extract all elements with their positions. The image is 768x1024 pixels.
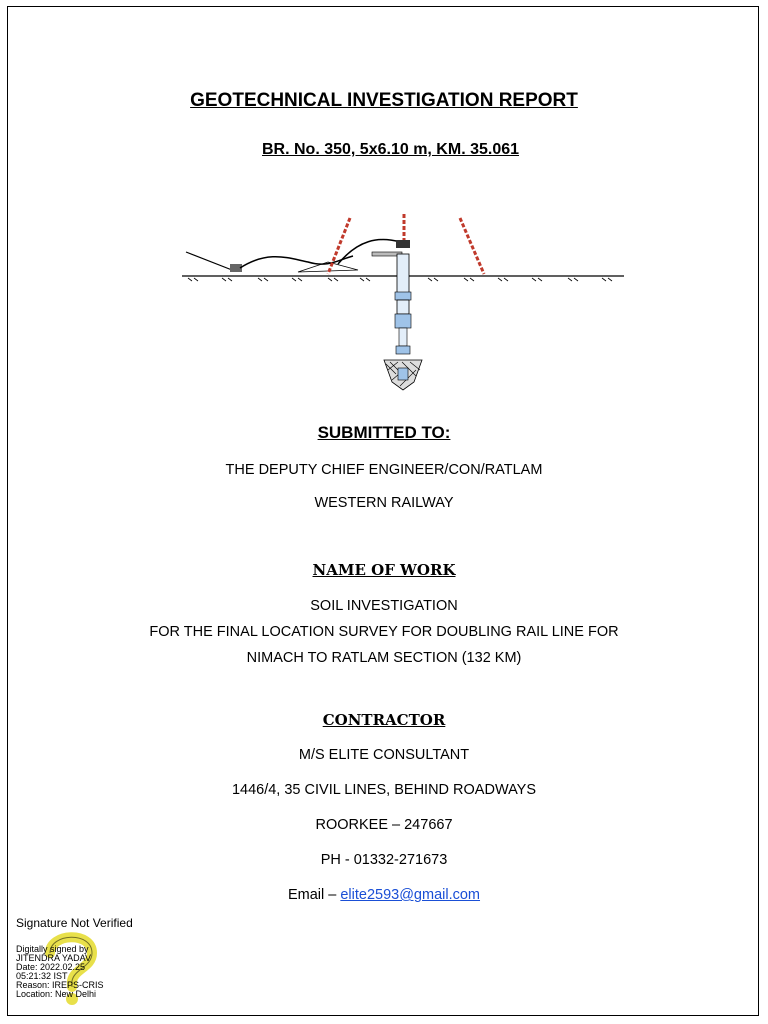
contractor-phone: PH - 01332-271673	[320, 852, 448, 868]
signature-reason: Reason: IREPS-CRIS	[16, 980, 104, 990]
digital-signature-block[interactable]	[14, 917, 144, 1007]
contractor-name: M/S ELITE CONSULTANT	[298, 747, 470, 763]
contractor-city: ROORKEE – 247667	[315, 817, 453, 833]
work-line-2: FOR THE FINAL LOCATION SURVEY FOR DOUBLING RAIL LINE FOR	[149, 624, 619, 640]
submitted-to-line-2: WESTERN RAILWAY	[314, 495, 454, 511]
signature-time: 05:21:32 IST	[16, 971, 68, 981]
contractor-heading: CONTRACTOR	[322, 711, 446, 729]
contractor-email-line	[0, 887, 768, 903]
name-of-work-heading: NAME OF WORK	[312, 561, 456, 579]
work-line-1: SOIL INVESTIGATION	[310, 598, 458, 614]
email-link[interactable]: elite2593@gmail.com	[340, 887, 481, 903]
submitted-to-line-1: THE DEPUTY CHIEF ENGINEER/CON/RATLAM	[225, 462, 543, 478]
signature-date: Date: 2022.02.25	[16, 962, 86, 972]
email-prefix: Email –	[287, 887, 337, 903]
submitted-to-heading: SUBMITTED TO:	[317, 423, 451, 442]
drilling-rig-illustration	[178, 210, 628, 400]
report-title: GEOTECHNICAL INVESTIGATION REPORT	[190, 90, 578, 111]
contractor-address: 1446/4, 35 CIVIL LINES, BEHIND ROADWAYS	[231, 782, 537, 798]
signature-signed-by: Digitally signed by	[16, 944, 89, 954]
signature-name: JITENDRA YADAV	[16, 953, 92, 963]
work-line-3: NIMACH TO RATLAM SECTION (132 KM)	[246, 650, 522, 666]
signature-status: Signature Not Verified	[16, 916, 133, 930]
signature-details	[16, 945, 104, 999]
bridge-reference: BR. No. 350, 5x6.10 m, KM. 35.061	[262, 141, 520, 158]
signature-location: Location: New Delhi	[16, 989, 97, 999]
